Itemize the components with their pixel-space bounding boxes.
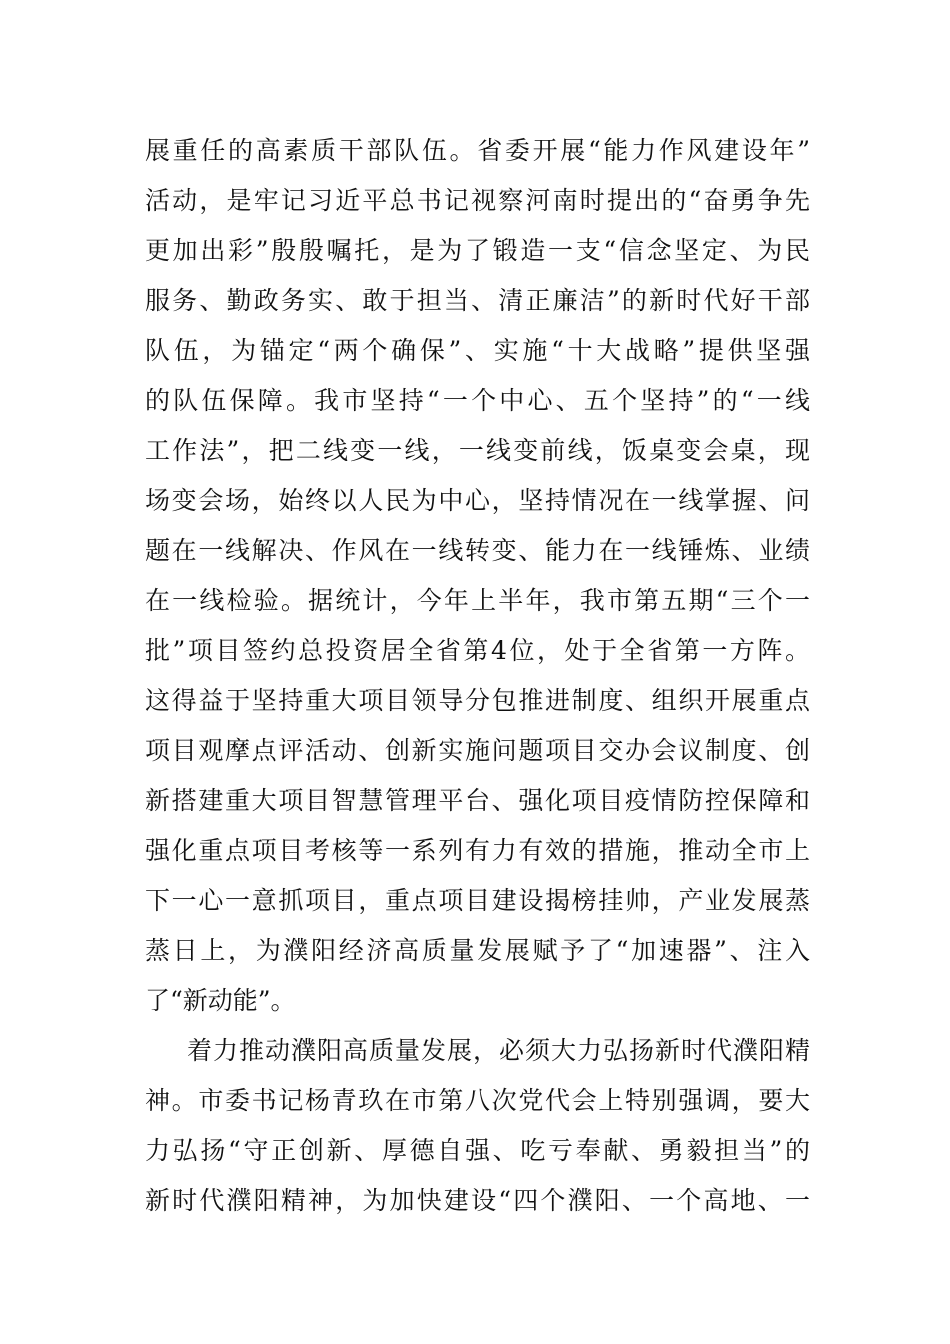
text-line: 这得益于坚持重大项目领导分包推进制度、组织开展重点 [145,686,810,715]
text-line: 批”项目签约总投资居全省第4位，处于全省第一方阵。 [145,636,810,665]
text-line: 神。市委书记杨青玖在市第八次党代会上特别强调，要大 [145,1086,810,1115]
text-line: 题在一线解决、作风在一线转变、能力在一线锤炼、业绩 [145,536,810,565]
text-line: 的队伍保障。我市坚持“一个中心、五个坚持”的“一线 [145,386,810,415]
paragraph-end-line: 了“新动能”。 [145,986,296,1015]
text-line: 新时代濮阳精神，为加快建设“四个濮阳、一个高地、一 [145,1186,810,1215]
text-line: 服务、勤政务实、敢于担当、清正廉洁”的新时代好干部 [145,286,810,315]
text-line: 工作法”，把二线变一线，一线变前线，饭桌变会桌，现 [145,436,810,465]
text-line: 在一线检验。据统计，今年上半年，我市第五期“三个一 [145,586,810,615]
text-line: 活动，是牢记习近平总书记视察河南时提出的“奋勇争先 [145,186,810,215]
text-line: 强化重点项目考核等一系列有力有效的措施，推动全市上 [145,836,810,865]
text-line: 队伍，为锚定“两个确保”、实施“十大战略”提供坚强 [145,336,810,365]
text-line: 下一心一意抓项目，重点项目建设揭榜挂帅，产业发展蒸 [145,886,810,915]
body-text [145,126,810,1226]
text-line: 场变会场，始终以人民为中心，坚持情况在一线掌握、问 [145,486,810,515]
text-line: 更加出彩”殷殷嘱托，是为了锻造一支“信念坚定、为民 [145,236,810,265]
text-line: 新搭建重大项目智慧管理平台、强化项目疫情防控保障和 [145,786,810,815]
text-line: 蒸日上，为濮阳经济高质量发展赋予了“加速器”、注入 [145,936,810,965]
text-line: 项目观摩点评活动、创新实施问题项目交办会议制度、创 [145,736,810,765]
paragraph-start-line: 着力推动濮阳高质量发展，必须大力弘扬新时代濮阳精 [187,1036,810,1065]
text-line: 力弘扬“守正创新、厚德自强、吃亏奉献、勇毅担当”的 [145,1136,810,1165]
text-line: 展重任的高素质干部队伍。省委开展“能力作风建设年” [145,136,810,165]
